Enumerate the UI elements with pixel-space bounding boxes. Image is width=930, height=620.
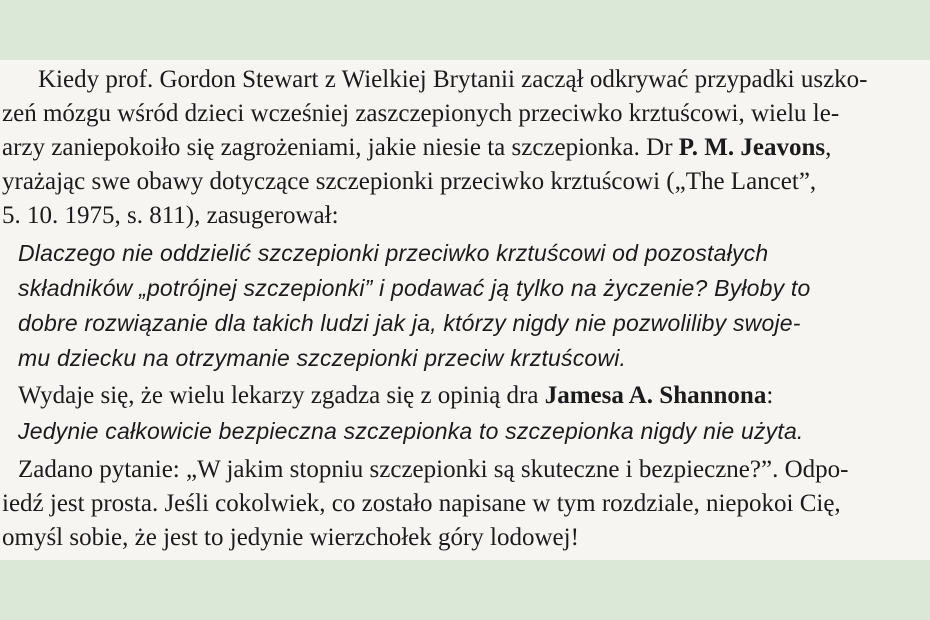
- quote-2-line-1: Jedynie całkowicie bezpieczna szczepionka to szczepionka nigdy nie użyta.: [18, 418, 804, 444]
- quote-1-line-3: dobre rozwiązanie dla takich ludzi jak ja, którzy nigdy nie pozwoliliby swoje-: [18, 310, 801, 336]
- paragraph-2-line-1: [18, 382, 773, 410]
- paragraph-1-line-3-end: ,: [825, 134, 832, 161]
- paragraph-1-line-3-text: arzy zaniepokoiło się zagrożeniami, jakie niesie ta szczepionka. Dr: [2, 134, 679, 161]
- author-name-jeavons: P. M. Jeavons: [678, 134, 826, 161]
- paragraph-2-line-1-end: :: [766, 382, 774, 409]
- quote-1-line-2: składników „potrójnej szczepionki” i podawać ją tylko na życzenie? Byłoby to: [18, 275, 811, 301]
- quote-1-line-1: Dlaczego nie oddzielić szczepionki przeciwko krztuścowi od pozostałych: [18, 240, 769, 266]
- paragraph-1-line-4: yrażając swe obawy dotyczące szczepionki przeciwko krztuścowi („The Lancet”,: [2, 168, 817, 195]
- quote-1-line-4: mu dziecku na otrzymanie szczepionki przeciw krztuścowi.: [18, 345, 627, 371]
- paragraph-1-line-2: zeń mózgu wśród dzieci wcześniej zaszczepionych przeciwko krztuścowi, wielu le-: [2, 100, 840, 127]
- paragraph-1-line-5: 5. 10. 1975, s. 811), zasugerował:: [2, 202, 339, 229]
- paragraph-3-line-3: omyśl sobie, że jest to jedynie wierzchołek góry lodowej!: [2, 524, 579, 551]
- scanned-page: [0, 60, 930, 560]
- paragraph-3-line-2: iedź jest prosta. Jeśli cokolwiek, co zostało napisane w tym rozdziale, niepokoi Cię,: [2, 490, 841, 517]
- paragraph-1-line-1: Kiedy prof. Gordon Stewart z Wielkiej Brytanii zaczął odkrywać przypadki uszko-: [38, 66, 868, 93]
- paragraph-3-line-1: Zadano pytanie: „W jakim stopniu szczepionki są skuteczne i bezpieczne?”. Odpo-: [18, 456, 849, 483]
- paragraph-1-line-3: [2, 134, 831, 162]
- paragraph-2-line-1-text: Wydaje się, że wielu lekarzy zgadza się z opinią dra: [18, 382, 545, 409]
- author-name-shannon: Jamesa A. Shannona: [544, 382, 767, 409]
